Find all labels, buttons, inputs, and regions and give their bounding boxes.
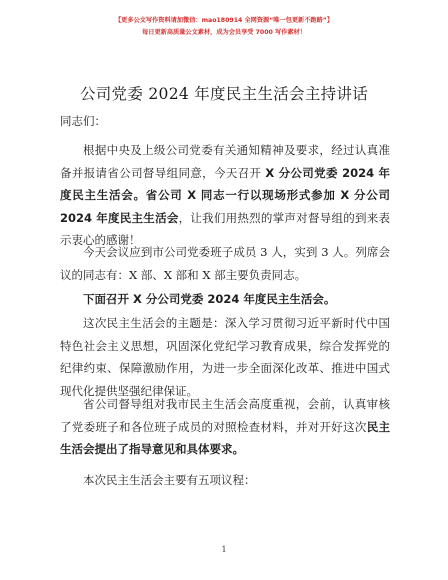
paragraph-1-part-c: 。省公司 X 同志一行以现场形式参加 X 分公司 2024 年度民主生活会: [60, 188, 390, 225]
paragraph-3-text: 下面召开 X 分公司党委 2024 年度民主生活会。: [83, 292, 336, 306]
paragraph-4-text: 这次民主生活会的主题是：深入学习贯彻习近平新时代中国特色社会主义思想，巩固深化党纪学习教育成果，综合发挥党的纪律约束、保障激励作用，为进一步全面深化改革、推进中国式现代化提供坚强纪律保证。: [60, 316, 390, 398]
greeting: [60, 110, 390, 133]
paragraph-5-part-a: 省公司督导组对我市民主生活会高度重视，会前，认真审核了党委班子和各位班子成员的对照检查材料，并对开好这次: [60, 397, 390, 434]
promo-banner-line-2: 每日更新高质量公文素材，成为会员享受 7000 写作素材！: [142, 29, 306, 36]
paragraph-2-text: 今天会议应到市公司党委班子成员 3 人，实到 3 人。列席会议的同志有：X 部、X 部和 X 部主要负责同志。: [60, 245, 390, 282]
paragraph-1-part-d: ，让我们用热烈的掌声对督导组的到来表示衷心的感谢！: [60, 210, 391, 248]
paragraph-6-text: 本次民主生活会主要有五项议程：: [83, 473, 256, 487]
greeting-text: 同志们：: [60, 114, 106, 128]
paragraph-1-text: [60, 139, 390, 252]
paragraph-1-part-a: 根据中央及上级公司党委有关通知精神及要求，经过认真准备并报请省公司督导组同意，今天召开: [60, 143, 390, 180]
paragraph-3: [60, 288, 390, 311]
paragraph-5-part-b: 民主生活会提出了指导意见和具体要求。: [60, 419, 390, 457]
paragraph-2: [60, 241, 390, 286]
paragraph-1: [60, 139, 390, 252]
page-number: 1: [221, 545, 227, 554]
paragraph-5-text: [60, 393, 390, 461]
paragraph-6: [60, 469, 390, 492]
paragraph-1-part-b: X 分公司党委 2024 年度民主生活会: [60, 165, 390, 203]
paragraph-4: [60, 312, 390, 402]
paragraph-5: [60, 393, 390, 461]
promo-banner-line-1: 【更多公文写作资料请加微信：mao180914 全网资源“唯一包更新不跑路”】: [114, 17, 334, 24]
document-title: 公司党委 2024 年度民主生活会主持讲话: [79, 85, 369, 103]
